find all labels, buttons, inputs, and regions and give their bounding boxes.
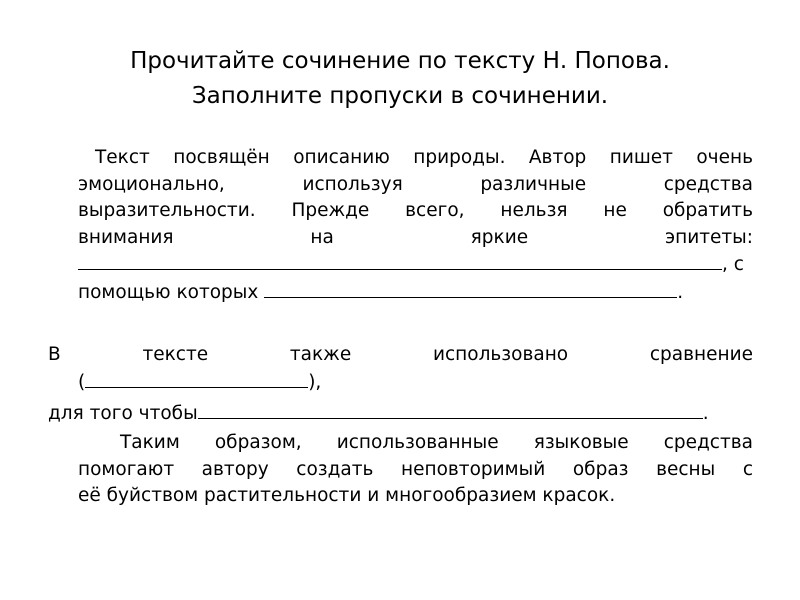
epithets-blank-suffix: , с (722, 254, 744, 275)
title-line-1: Прочитайте сочинение по тексту Н. Попова. (130, 48, 670, 74)
essay-paragraph-2 (48, 342, 753, 396)
paragraph-2-line-1: В тексте также использовано сравнение (48, 344, 753, 365)
paragraph-3-line-1 (48, 400, 753, 428)
essay-paragraph-1 (78, 145, 753, 306)
epithets-blank[interactable] (78, 251, 722, 270)
title-line-2: Заполните пропуски в сочинении. (191, 83, 609, 109)
essay-paragraph-4 (78, 430, 753, 510)
purpose-blank-suffix: . (677, 281, 684, 303)
comparison-close-paren: ), (308, 371, 322, 393)
paragraph-1-line-6 (78, 279, 753, 307)
purpose-blank-prefix: помощью которых (78, 281, 259, 303)
paragraph-1-line-5 (78, 251, 753, 279)
paragraph-1-line-2: эмоционально, используя различные средства (78, 173, 753, 195)
comparison-open-paren: ( (78, 371, 86, 393)
paragraph-1-line-3: выразительности. Прежде всего, нельзя не обратить (78, 200, 753, 221)
paragraph-4-line-2: помогают автору создать неповторимый образ весны с (78, 458, 753, 480)
paragraph-2-line-2 (48, 369, 753, 397)
essay-paragraph-3 (48, 400, 753, 428)
purpose-blank[interactable] (264, 279, 677, 298)
paragraph-4-line-1: Таким образом, использованные языковые средства (120, 432, 753, 453)
paragraph-4-line-3: её буйством растительности и многообразием красок. (78, 485, 616, 506)
reason-blank[interactable] (198, 400, 703, 419)
paragraph-1-line-4: внимания на яркие эпитеты: (78, 226, 753, 248)
reason-blank-prefix: для того чтобы (48, 403, 198, 424)
paragraph-1-line-1: Текст посвящён описанию природы. Автор пишет очень (95, 147, 753, 168)
slide-title (0, 44, 800, 114)
reason-blank-suffix: . (702, 403, 709, 424)
comparison-blank[interactable] (85, 369, 308, 388)
